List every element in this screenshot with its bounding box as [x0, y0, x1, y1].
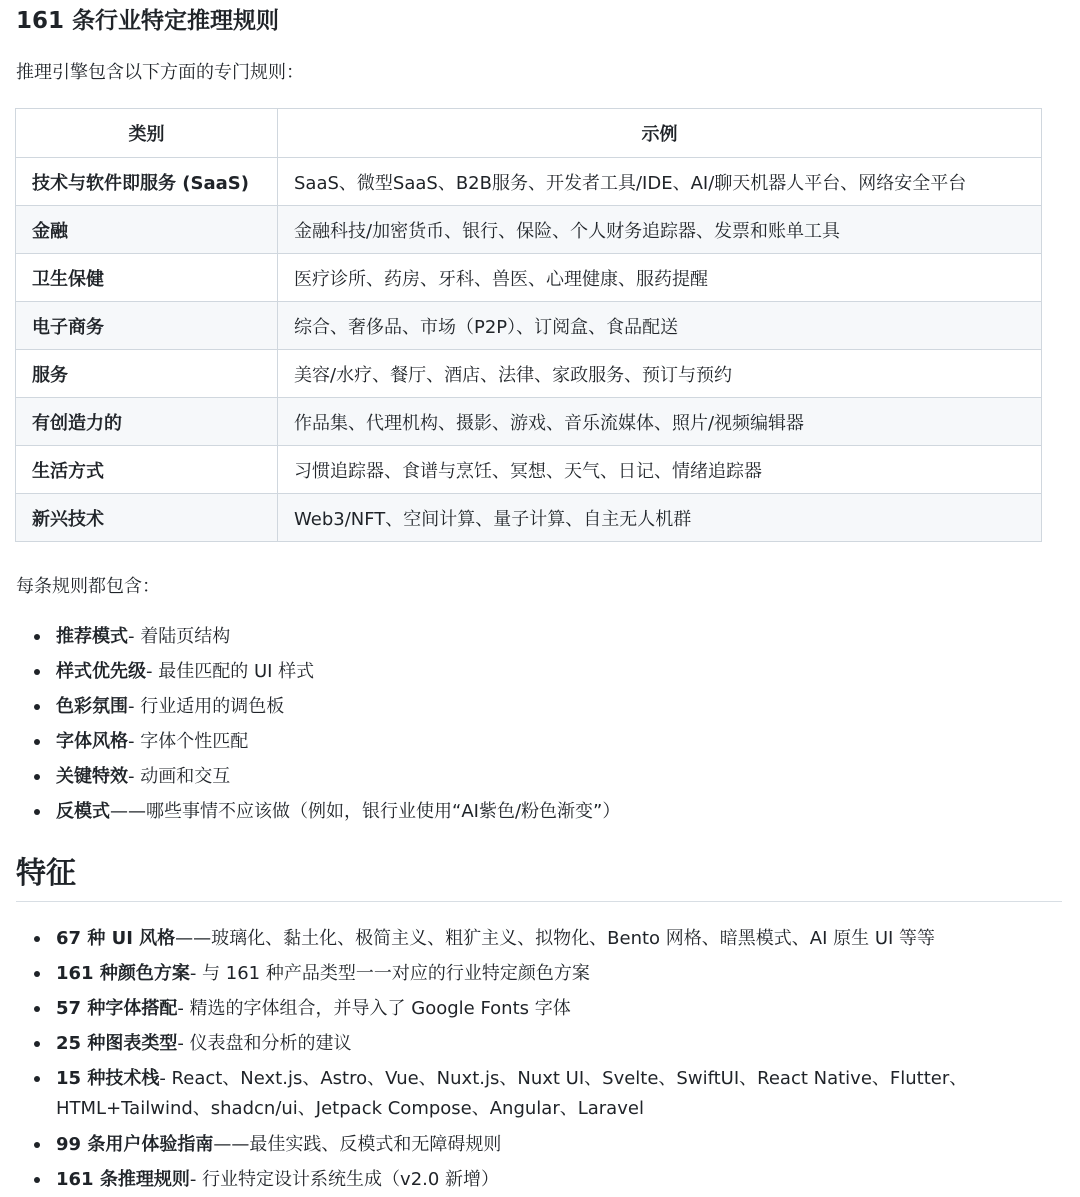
category-cell: 金融 — [16, 206, 278, 254]
features-heading: 特征 — [16, 852, 1062, 902]
category-cell: 电子商务 — [16, 302, 278, 350]
header-category: 类别 — [16, 109, 278, 158]
table-row — [16, 206, 1042, 254]
category-cell: 技术与软件即服务 (SaaS) — [16, 158, 278, 206]
list-item: 99 条用户体验指南——最佳实践、反模式和无障碍规则 — [16, 1127, 1046, 1162]
table-row — [16, 302, 1042, 350]
list-item: 反模式——哪些事情不应该做（例如，银行业使用“AI紫色/粉色渐变”） — [16, 794, 620, 829]
table-row — [16, 494, 1042, 542]
header-examples: 示例 — [278, 109, 1042, 158]
table-header-row — [16, 109, 1042, 158]
examples-cell: 美容/水疗、餐厅、酒店、法律、家政服务、预订与预约 — [278, 350, 1042, 398]
category-cell: 有创造力的 — [16, 398, 278, 446]
list-item: 样式优先级- 最佳匹配的 UI 样式 — [16, 654, 620, 689]
examples-cell: 作品集、代理机构、摄影、游戏、音乐流媒体、照片/视频编辑器 — [278, 398, 1042, 446]
list-item: 25 种图表类型- 仪表盘和分析的建议 — [16, 1026, 1046, 1061]
category-cell: 生活方式 — [16, 446, 278, 494]
examples-cell: 医疗诊所、药房、牙科、兽医、心理健康、服药提醒 — [278, 254, 1042, 302]
table-row — [16, 254, 1042, 302]
rule-contents-list — [16, 619, 620, 829]
table-row — [16, 158, 1042, 206]
list-item: 161 条推理规则- 行业特定设计系统生成（v2.0 新增） — [16, 1162, 1046, 1197]
table-row — [16, 350, 1042, 398]
examples-cell: 习惯追踪器、食谱与烹饪、冥想、天气、日记、情绪追踪器 — [278, 446, 1042, 494]
features-list — [16, 921, 1046, 1197]
industry-rules-table — [15, 108, 1042, 542]
table-row — [16, 446, 1042, 494]
examples-cell: SaaS、微型SaaS、B2B服务、开发者工具/IDE、AI/聊天机器人平台、网络安全平台 — [278, 158, 1042, 206]
category-cell: 卫生保健 — [16, 254, 278, 302]
each-rule-intro: 每条规则都包含： — [16, 576, 160, 597]
list-item: 161 种颜色方案- 与 161 种产品类型一一对应的行业特定颜色方案 — [16, 956, 1046, 991]
rules-intro: 推理引擎包含以下方面的专门规则： — [16, 62, 304, 83]
list-item: 色彩氛围- 行业适用的调色板 — [16, 689, 620, 724]
list-item: 57 种字体搭配- 精选的字体组合，并导入了 Google Fonts 字体 — [16, 991, 1046, 1026]
table-row — [16, 398, 1042, 446]
examples-cell: 综合、奢侈品、市场（P2P）、订阅盒、食品配送 — [278, 302, 1042, 350]
list-item: 15 种技术栈- React、Next.js、Astro、Vue、Nuxt.js、Nuxt UI、Svelte、SwiftUI、React Native、Flutter、HTML+Tailwind、shadcn/ui、Jetpack Compose、Angular、Laravel — [16, 1061, 1046, 1127]
list-item: 推荐模式- 着陆页结构 — [16, 619, 620, 654]
category-cell: 新兴技术 — [16, 494, 278, 542]
examples-cell: Web3/NFT、空间计算、量子计算、自主无人机群 — [278, 494, 1042, 542]
list-item: 67 种 UI 风格——玻璃化、黏土化、极简主义、粗犷主义、拟物化、Bento 网格、暗黑模式、AI 原生 UI 等等 — [16, 921, 1046, 956]
rules-heading: 161 条行业特定推理规则 — [16, 8, 280, 34]
examples-cell: 金融科技/加密货币、银行、保险、个人财务追踪器、发票和账单工具 — [278, 206, 1042, 254]
list-item: 字体风格- 字体个性匹配 — [16, 724, 620, 759]
list-item: 关键特效- 动画和交互 — [16, 759, 620, 794]
category-cell: 服务 — [16, 350, 278, 398]
